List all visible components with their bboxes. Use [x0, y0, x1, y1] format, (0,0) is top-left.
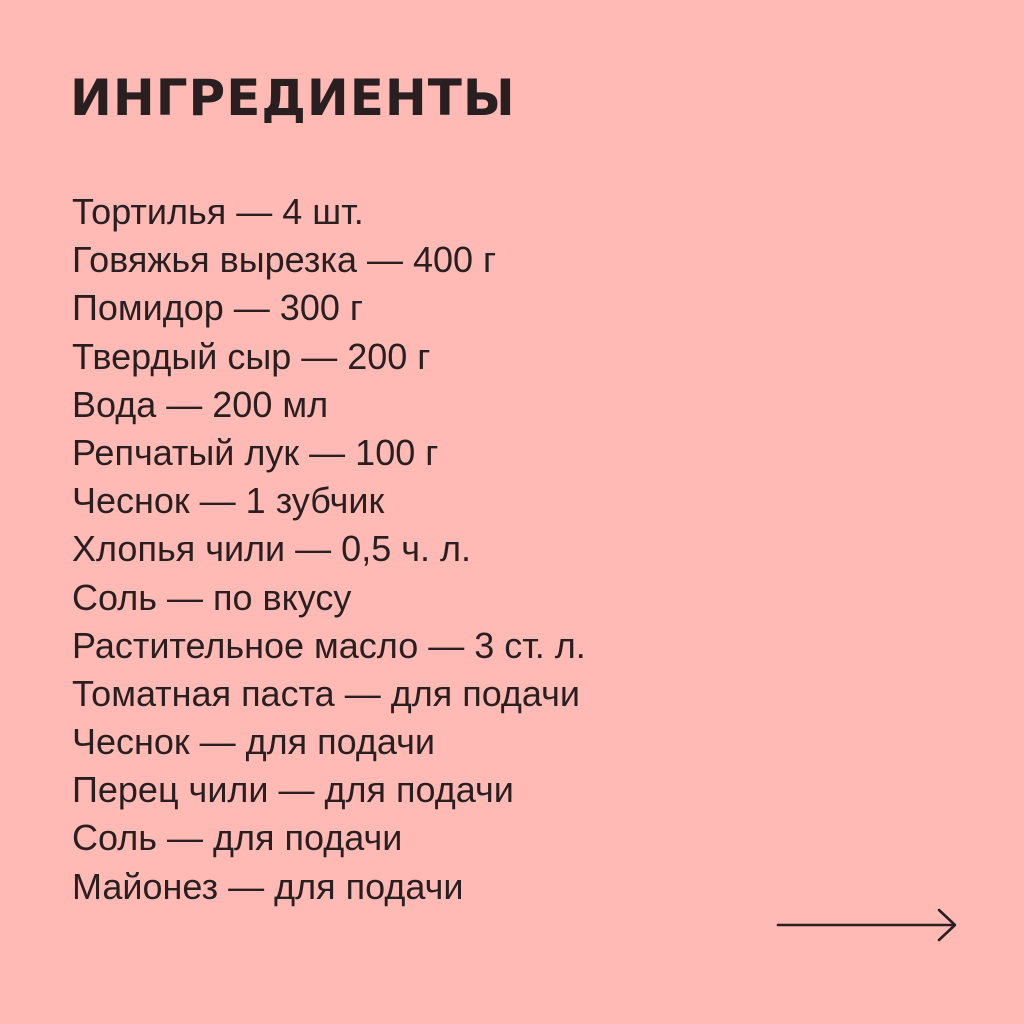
ingredient-item: Майонез — для подачи	[72, 865, 464, 907]
ingredient-item: Соль — для подачи	[72, 817, 403, 859]
page-title: ИНГРЕДИЕНТЫ	[70, 69, 516, 127]
ingredient-item: Вода — 200 мл	[72, 383, 329, 425]
ingredient-item: Говяжья вырезка — 400 г	[72, 239, 497, 281]
ingredient-item: Хлопья чили — 0,5 ч. л.	[72, 528, 471, 570]
ingredient-item: Растительное масло — 3 ст. л.	[72, 624, 586, 666]
ingredient-item: Чеснок — для подачи	[72, 721, 436, 763]
ingredient-item: Чеснок — 1 зубчик	[72, 480, 385, 522]
next-arrow-button[interactable]	[776, 908, 960, 942]
ingredient-item: Перец чили — для подачи	[72, 769, 514, 811]
ingredient-item: Соль — по вкусу	[72, 576, 352, 618]
ingredient-item: Твердый сыр — 200 г	[72, 335, 431, 377]
ingredient-item: Томатная паста — для подачи	[72, 672, 581, 714]
ingredient-item: Тортилья — 4 шт.	[72, 191, 364, 232]
ingredient-list	[72, 188, 586, 911]
ingredient-item: Репчатый лук — 100 г	[72, 431, 439, 473]
arrow-right-icon	[776, 908, 960, 942]
ingredient-item: Помидор — 300 г	[72, 287, 364, 329]
